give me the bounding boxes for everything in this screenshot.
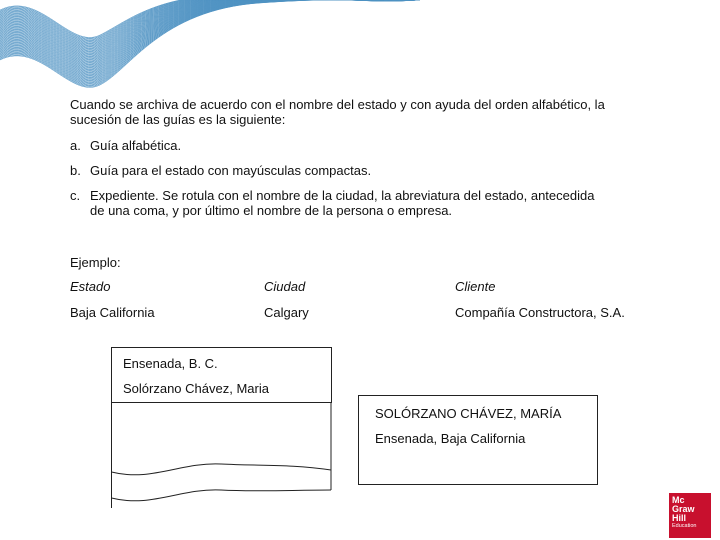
list-text: Guía alfabética.: [90, 138, 182, 153]
header-ciudad: Ciudad: [264, 279, 306, 294]
list-text: Guía para el estado con mayúsculas compactas.: [90, 163, 372, 178]
decorative-wave-graphic: [0, 0, 720, 95]
list-item-b: [70, 163, 371, 178]
value-estado: Baja California: [70, 305, 155, 320]
header-estado: Estado: [70, 279, 111, 294]
header-cliente: Cliente: [455, 279, 496, 294]
folder-guide-tab: [111, 347, 332, 403]
guide-line-1: Ensenada, B. C.: [123, 356, 218, 371]
card-line-1: SOLÓRZANO CHÁVEZ, MARÍA: [375, 406, 562, 421]
list-item-a: [70, 138, 181, 153]
logo-text: Mc: [672, 495, 685, 505]
list-text-continued: de una coma, y por último el nombre de la persona o empresa.: [90, 203, 453, 218]
list-label: c.: [70, 188, 81, 203]
value-ciudad: Calgary: [264, 305, 309, 320]
logo-text: Graw: [672, 504, 695, 514]
list-label: b.: [70, 163, 81, 178]
value-cliente: Compañía Constructora, S.A.: [455, 305, 625, 320]
list-label: a.: [70, 138, 81, 153]
intro-paragraph: Cuando se archiva de acuerdo con el nombre del estado y con ayuda del orden alfabético, la sucesión de las guías es la siguiente:: [70, 97, 605, 127]
folder-guide-body: [111, 402, 332, 512]
card-line-2: Ensenada, Baja California: [375, 431, 526, 446]
list-item-c: [70, 188, 650, 218]
file-card: [358, 395, 598, 485]
example-title: Ejemplo:: [70, 255, 121, 270]
logo-text: Hill: [672, 513, 687, 523]
list-text: Expediente. Se rotula con el nombre de la ciudad, la abreviatura del estado, antecedida: [90, 188, 595, 203]
mcgraw-hill-logo: [669, 493, 711, 538]
guide-line-2: Solórzano Chávez, Maria: [123, 381, 269, 396]
logo-text: Education: [672, 523, 697, 529]
